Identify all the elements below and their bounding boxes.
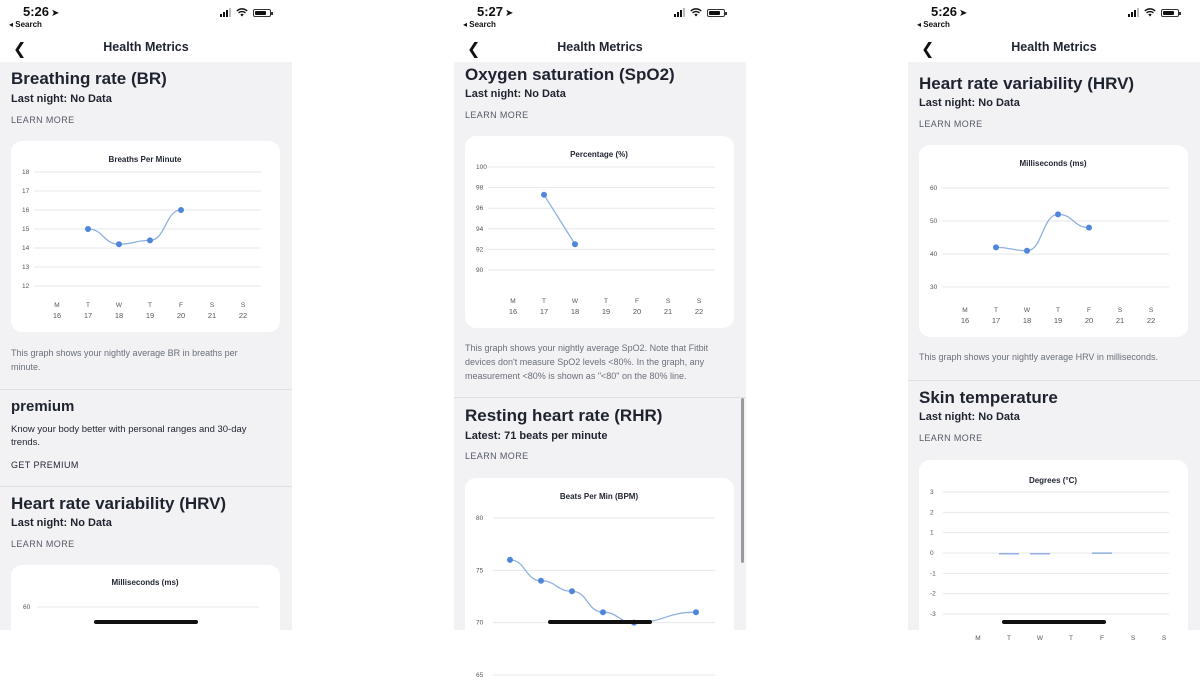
system-icons: [220, 8, 271, 17]
skin-chart-card: [919, 460, 1188, 660]
x-tick-date: 16: [508, 307, 518, 316]
y-tick-label: 92: [476, 246, 484, 254]
x-tick-day: M: [975, 635, 981, 642]
temperature-bar: [999, 553, 1019, 555]
x-tick-date: 20: [1084, 316, 1094, 325]
breathing-rate-subtitle: Last night: No Data: [11, 93, 112, 105]
y-tick-label: 40: [930, 251, 938, 258]
home-indicator: [1002, 620, 1106, 624]
chart-title: Milliseconds (ms): [1019, 159, 1087, 168]
x-tick-day: S: [1130, 635, 1136, 642]
rhr-title: Resting heart rate (RHR): [465, 406, 663, 425]
x-tick-day: M: [510, 298, 516, 305]
phone-screen-1: [0, 0, 292, 630]
cellular-signal-icon: [1128, 8, 1139, 17]
data-point: [600, 609, 606, 615]
hrv-title: Heart rate variability (HRV): [919, 74, 1135, 93]
y-tick-label: -3: [930, 611, 936, 618]
breathing-chart-card: [11, 141, 280, 332]
hrv-subtitle: Last night: No Data: [11, 517, 112, 529]
y-tick-label: -2: [930, 590, 936, 598]
page-title: Health Metrics: [1011, 40, 1097, 54]
back-chevron-icon[interactable]: ❮: [921, 41, 935, 58]
series-line: [88, 210, 181, 244]
hrv-title: Heart rate variability (HRV): [11, 494, 227, 513]
wifi-icon: [236, 8, 248, 17]
y-tick-label: 17: [22, 188, 30, 195]
y-tick-label: 80: [476, 515, 484, 522]
x-tick-date: 19: [145, 311, 155, 320]
hrv-chart: [919, 145, 1188, 337]
data-point: [1024, 248, 1030, 254]
section-divider: [908, 380, 1200, 381]
y-tick-label: 0: [930, 550, 934, 557]
y-tick-label: 2: [930, 509, 934, 517]
y-tick-label: 98: [476, 184, 484, 192]
skin-temperature-title: Skin temperature: [919, 388, 1058, 407]
hrv-chart-card: [11, 565, 280, 685]
y-tick-label: 96: [476, 205, 484, 213]
status-time: 5:26 ➤: [23, 4, 60, 19]
data-point: [507, 557, 513, 563]
phone-screen-2: [454, 0, 746, 679]
x-tick-day: F: [635, 298, 639, 305]
section-divider: [0, 486, 292, 487]
data-point: [116, 241, 122, 247]
x-tick-day: T: [542, 298, 546, 305]
data-point: [178, 207, 184, 213]
status-bar: [908, 0, 1200, 62]
cellular-signal-icon: [220, 8, 231, 17]
data-point: [569, 588, 575, 594]
x-tick-day: M: [962, 307, 968, 314]
data-point: [572, 241, 578, 247]
x-tick-day: W: [1036, 635, 1044, 642]
data-point: [147, 237, 153, 243]
y-tick-label: 50: [930, 218, 938, 225]
x-tick-day: F: [1087, 307, 1091, 314]
data-point: [85, 226, 91, 232]
breathing-rate-chart: [11, 141, 280, 332]
x-tick-day: S: [665, 298, 671, 305]
x-tick-day: F: [1100, 635, 1104, 642]
y-tick-label: 18: [22, 169, 30, 176]
x-tick-day: S: [1148, 307, 1154, 314]
rhr-chart-card: [465, 478, 734, 678]
x-tick-date: 17: [83, 311, 93, 320]
y-tick-label: 94: [476, 225, 484, 233]
x-tick-day: T: [1069, 635, 1073, 642]
section-divider: [454, 397, 746, 398]
data-point: [1086, 225, 1092, 231]
home-indicator: [94, 620, 198, 624]
back-chevron-icon[interactable]: ❮: [13, 41, 27, 58]
get-premium-button[interactable]: GET PREMIUM: [11, 460, 79, 470]
rhr-chart: [465, 478, 734, 678]
y-tick-label: 30: [930, 284, 938, 291]
x-tick-date: 17: [991, 316, 1001, 325]
system-icons: [674, 8, 725, 17]
y-tick-label: 15: [22, 226, 30, 233]
x-tick-date: 19: [601, 307, 611, 316]
spo2-title: Oxygen saturation (SpO2): [465, 65, 675, 84]
x-tick-date: 22: [694, 307, 704, 316]
spo2-learn-more-link[interactable]: LEARN MORE: [465, 110, 529, 120]
hrv-learn-more-link[interactable]: LEARN MORE: [919, 119, 983, 129]
data-point: [693, 609, 699, 615]
status-bar: [0, 0, 292, 62]
battery-icon: [1161, 9, 1179, 17]
page-title: Health Metrics: [103, 40, 189, 54]
x-tick-date: 18: [1022, 316, 1032, 325]
x-tick-date: 18: [114, 311, 124, 320]
x-tick-date: 16: [52, 311, 62, 320]
y-tick-label: 100: [476, 164, 487, 171]
y-tick-label: 12: [22, 283, 30, 290]
y-tick-label: 14: [22, 245, 30, 252]
breathing-learn-more-link[interactable]: LEARN MORE: [11, 115, 75, 125]
back-to-search-link[interactable]: ◂ Search: [9, 20, 42, 29]
x-tick-date: 21: [1115, 316, 1125, 325]
hrv-chart-card: [919, 145, 1188, 337]
breathing-rate-title: Breathing rate (BR): [11, 69, 167, 88]
x-tick-day: T: [604, 298, 608, 305]
premium-title: premium: [11, 398, 75, 415]
cellular-signal-icon: [674, 8, 685, 17]
x-tick-date: 22: [1146, 316, 1156, 325]
y-tick-label: 16: [22, 207, 30, 214]
status-time: 5:26 ➤: [931, 4, 968, 19]
hrv-chart-partial: [11, 565, 280, 685]
chart-title: Percentage (%): [570, 150, 628, 159]
data-point: [538, 578, 544, 584]
rhr-subtitle: Latest: 71 beats per minute: [465, 430, 608, 442]
data-point: [541, 192, 547, 198]
x-tick-day: S: [209, 302, 215, 309]
wifi-icon: [1144, 8, 1156, 17]
home-indicator: [548, 620, 652, 624]
skin-temperature-subtitle: Last night: No Data: [919, 411, 1020, 423]
scrollbar[interactable]: [741, 398, 744, 563]
battery-icon: [253, 9, 271, 17]
x-tick-day: T: [86, 302, 90, 309]
chart-title: Breaths Per Minute: [108, 155, 182, 164]
x-tick-day: T: [994, 307, 998, 314]
y-tick-label: 60: [23, 604, 31, 611]
location-arrow-icon: ➤: [959, 8, 968, 19]
chart-title: Degrees (°C): [1028, 476, 1078, 485]
x-tick-date: 22: [238, 311, 248, 320]
x-tick-date: 16: [960, 316, 970, 325]
status-time: 5:27 ➤: [477, 4, 514, 19]
phone-screen-3: [908, 0, 1200, 642]
series-line: [996, 214, 1089, 250]
skin-temperature-chart: [919, 460, 1188, 660]
spo2-chart-card: [465, 136, 734, 328]
x-tick-date: 20: [176, 311, 186, 320]
temperature-bar: [1092, 552, 1112, 554]
spo2-chart: [465, 136, 734, 328]
y-tick-label: 90: [476, 267, 484, 274]
hrv-subtitle: Last night: No Data: [919, 97, 1020, 109]
x-tick-day: S: [240, 302, 246, 309]
x-tick-date: 20: [632, 307, 642, 316]
back-to-search-link[interactable]: ◂ Search: [917, 20, 950, 29]
y-tick-label: 65: [476, 672, 484, 679]
page-title: Health Metrics: [557, 40, 643, 54]
x-tick-day: T: [148, 302, 152, 309]
location-arrow-icon: ➤: [51, 8, 60, 19]
chart-title: Milliseconds (ms): [111, 578, 179, 587]
back-chevron-icon[interactable]: ❮: [467, 41, 481, 58]
x-tick-day: W: [1023, 307, 1031, 314]
y-tick-label: -1: [930, 570, 936, 578]
hrv-description: This graph shows your nightly average HRV in milliseconds.: [919, 352, 1158, 362]
x-tick-day: S: [1161, 635, 1167, 642]
x-tick-day: M: [54, 302, 60, 309]
x-tick-date: 17: [539, 307, 549, 316]
status-bar: [454, 0, 746, 62]
chart-title: Beats Per Min (BPM): [559, 492, 639, 501]
x-tick-day: W: [571, 298, 579, 305]
y-tick-label: 75: [476, 567, 484, 575]
skin-learn-more-link[interactable]: LEARN MORE: [919, 433, 983, 443]
spo2-subtitle: Last night: No Data: [465, 88, 566, 100]
x-tick-day: S: [696, 298, 702, 305]
x-tick-day: T: [1056, 307, 1060, 314]
back-to-search-link[interactable]: ◂ Search: [463, 20, 496, 29]
x-tick-day: W: [115, 302, 123, 309]
y-tick-label: 3: [930, 489, 934, 496]
system-icons: [1128, 8, 1179, 17]
x-tick-date: 18: [570, 307, 580, 316]
hrv-learn-more-link[interactable]: LEARN MORE: [11, 539, 75, 549]
series-line: [544, 195, 575, 244]
section-divider: [0, 389, 292, 390]
data-point: [1055, 211, 1061, 217]
y-tick-label: 13: [22, 264, 30, 271]
wifi-icon: [690, 8, 702, 17]
rhr-learn-more-link[interactable]: LEARN MORE: [465, 451, 529, 461]
battery-icon: [707, 9, 725, 17]
y-tick-label: 1: [930, 529, 934, 537]
premium-text: Know your body better with personal ranges and 30-day trends.: [11, 424, 247, 448]
x-tick-day: S: [1117, 307, 1123, 314]
spo2-description: This graph shows your nightly average SpO2. Note that Fitbit devices don't measure SpO2 levels <80%. In the graph, any measurement <80% is shown as "<80" on the 80% line.: [465, 343, 709, 381]
x-tick-date: 21: [207, 311, 217, 320]
y-tick-label: 60: [930, 185, 938, 192]
x-tick-date: 19: [1053, 316, 1063, 325]
x-tick-date: 21: [663, 307, 673, 316]
x-tick-day: F: [179, 302, 183, 309]
breathing-description: This graph shows your nightly average BR in breaths per minute.: [11, 348, 238, 372]
location-arrow-icon: ➤: [505, 8, 514, 19]
x-tick-day: T: [1007, 635, 1011, 642]
temperature-bar: [1030, 553, 1050, 555]
y-tick-label: 70: [476, 619, 484, 627]
data-point: [993, 244, 999, 250]
